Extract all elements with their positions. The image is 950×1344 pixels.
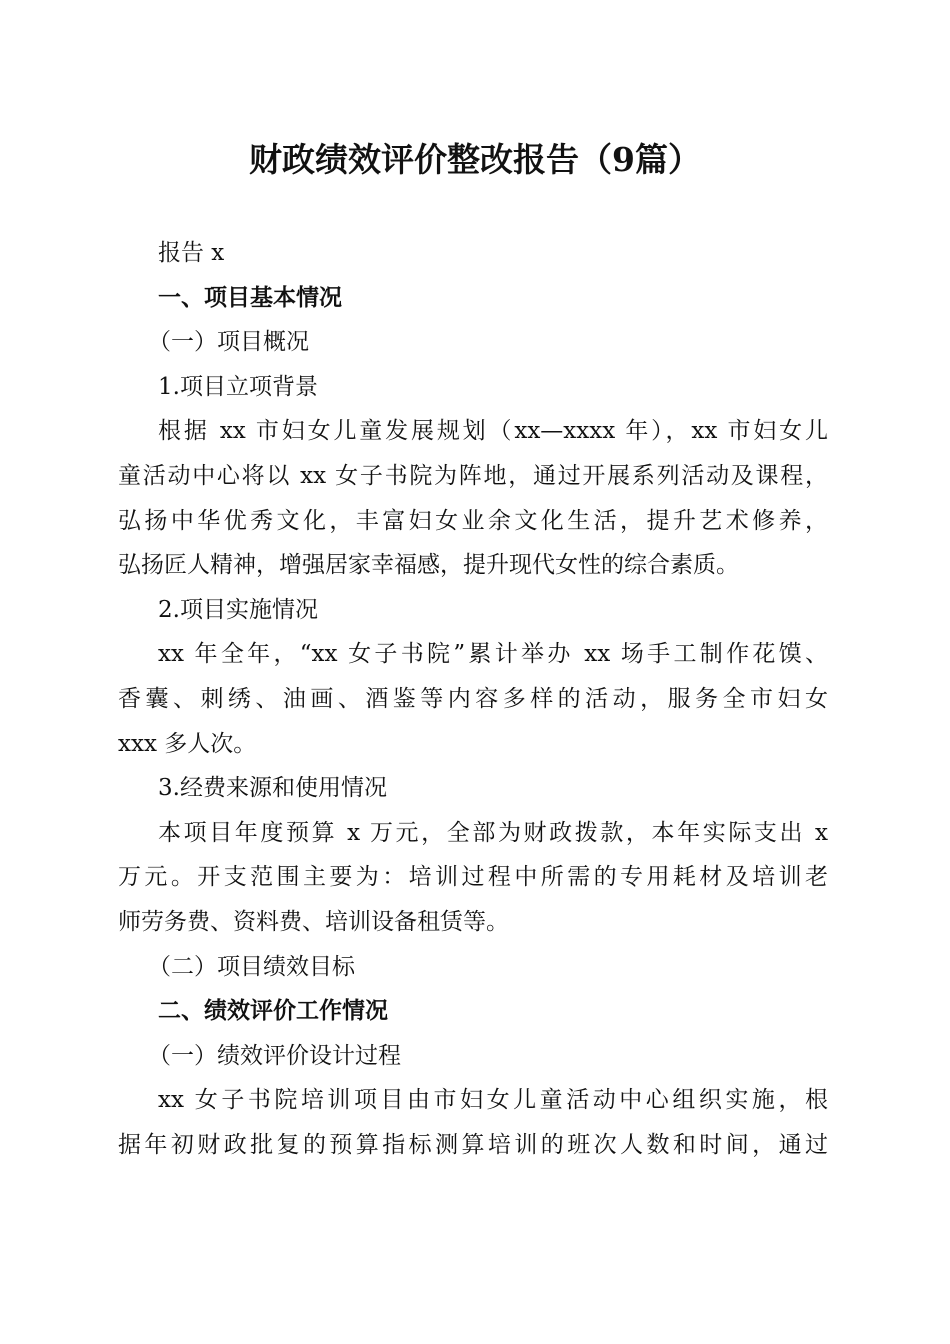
- text-line: 2.项目实施情况: [158, 596, 318, 623]
- section-heading: [118, 989, 828, 1034]
- paragraph: [118, 632, 828, 766]
- paragraph: [118, 811, 828, 945]
- section-heading: [118, 276, 828, 321]
- text-line: 童活动中心将以 xx 女子书院为阵地，通过开展系列活动及课程，: [118, 462, 828, 489]
- paragraph: [118, 1078, 828, 1167]
- text-line: 本项目年度预算 x 万元，全部为财政拨款，本年实际支出 x: [158, 819, 828, 846]
- text-line: 香囊、刺绣、油画、酒鉴等内容多样的活动，服务全市妇女: [118, 685, 828, 712]
- paragraph-heading: [118, 588, 828, 633]
- text-line: 1.项目立项背景: [158, 373, 318, 400]
- paragraph: [118, 409, 828, 587]
- text-line: 3.经费来源和使用情况: [158, 775, 387, 802]
- paragraph-heading: [118, 766, 828, 811]
- text-line: （一）绩效评价设计过程: [148, 1042, 401, 1069]
- text-line: 根据 xx 市妇女儿童发展规划（xx—xxxx 年），xx 市妇女儿: [158, 418, 828, 445]
- text-line: 师劳务费、资料费、培训设备租赁等。: [118, 908, 509, 935]
- text-line: 报告 x: [158, 240, 225, 266]
- document-body: [118, 231, 828, 1167]
- text-line: 万元。开支范围主要为：培训过程中所需的专用耗材及培训老: [118, 864, 828, 891]
- text-line: （一）项目概况: [148, 329, 309, 356]
- subsection-heading: [118, 945, 828, 990]
- text-line: xx 女子书院培训项目由市妇女儿童活动中心组织实施，根: [158, 1087, 828, 1114]
- paragraph-heading: [118, 365, 828, 410]
- text-line: （二）项目绩效目标: [148, 953, 355, 980]
- text-line: 弘扬中华优秀文化，丰富妇女业余文化生活，提升艺术修养，: [118, 507, 828, 534]
- paragraph-heading: [118, 231, 828, 276]
- text-line: 弘扬匠人精神，增强居家幸福感，提升现代女性的综合素质。: [118, 552, 739, 579]
- subsection-heading: [118, 320, 828, 365]
- text-line: 二、绩效评价工作情况: [158, 998, 388, 1025]
- text-line: 一、项目基本情况: [158, 284, 342, 311]
- text-line: xx 年全年，“xx 女子书院”累计举办 xx 场手工制作花馍、: [158, 641, 828, 668]
- document-title: 财政绩效评价整改报告（9篇）: [249, 140, 701, 179]
- subsection-heading: [118, 1034, 828, 1079]
- text-line: 据年初财政批复的预算指标测算培训的班次人数和时间，通过: [118, 1131, 828, 1158]
- text-line: xxx 多人次。: [118, 730, 257, 757]
